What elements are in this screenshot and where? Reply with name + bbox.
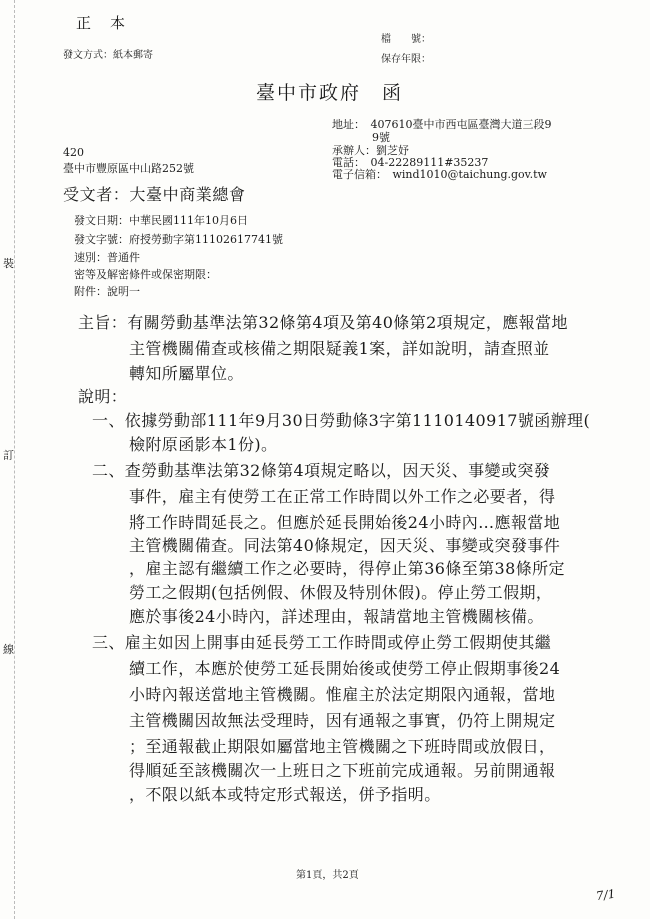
item-3-line-3: 小時內報送當地主管機關。惟雇主於法定期限內通報，當地 <box>129 685 556 704</box>
item-2-line-3: 將工作時間延長之。但應於延長開始後24小時內…應報當地 <box>129 513 561 532</box>
item-3-line-2: 續工作，本應於使勞工延長開始後或使勞工停止假期事後24 <box>129 659 561 678</box>
subject-line-2: 主管機關備查或核備之期限疑義1案，詳如說明，請查照並 <box>129 339 550 358</box>
file-no-label: 檔 號： <box>381 34 431 45</box>
recipient-zip: 420 <box>63 146 84 159</box>
item-2-line-6: 勞工之假期(包括例假、休假及特別休假)。停止勞工假期， <box>129 583 553 602</box>
retention-label: 保存年限： <box>381 54 431 65</box>
item-2-line-7: 應於事後24小時內，詳述理由，報請當地主管機關核備。 <box>129 607 544 626</box>
item-2-line-2: 事件，雇主有使勞工在正常工作時間以外工作之必要者，得 <box>129 487 556 506</box>
recipient-address: 臺中市豐原區中山路252號 <box>63 162 194 175</box>
speed: 速別：普通件 <box>74 251 140 264</box>
item-2-line-4: 主管機關備查。同法第40條規定，因天災、事變或突發事件 <box>129 536 561 555</box>
attachment: 附件：說明一 <box>74 285 140 298</box>
binding-mark-1: 裝 <box>3 257 14 270</box>
send-method: 發文方式：紙本郵寄 <box>63 50 153 61</box>
recipient-label: 受文者：大臺中商業總會 <box>63 185 246 204</box>
binding-mark-3: 線 <box>3 643 14 656</box>
item-3-line-7: ，不限以紙本或特定形式報送，併予指明。 <box>129 785 441 804</box>
item-1-line-2: 檢附原函影本1份)。 <box>129 435 278 454</box>
item-3-line-5: ；至通報截止期限如屬當地主管機關之下班時間或放假日， <box>129 737 556 756</box>
copy-type: 正 本 <box>76 14 128 32</box>
item-2-line-1: 二、查勞動基準法第32條第4項規定略以，因天災、事變或突發 <box>92 461 551 480</box>
issue-date: 發文日期：中華民國111年10月6日 <box>74 214 248 227</box>
sender-address-line1: 地址： 407610臺中市西屯區臺灣大道三段9 <box>332 118 552 131</box>
sender-email: 電子信箱： wind1010@taichung.gov.tw <box>332 168 547 181</box>
document-title: 臺中市政府 函 <box>256 82 404 104</box>
sender-phone: 電話： 04-22289111#35237 <box>332 156 489 169</box>
item-3-line-6: 得順延至該機關次一上班日之下班前完成通報。另前開通報 <box>129 761 556 780</box>
issue-ref: 發文字號：府授勞動字第11102617741號 <box>74 233 283 246</box>
sender-contact: 承辦人：劉芝妤 <box>332 144 409 157</box>
subject-line-1: 主旨：有關勞動基準法第32條第4項及第40條第2項規定，應報當地 <box>78 313 568 332</box>
item-3-line-4: 主管機關因故無法受理時，因有通報之事實，仍符上開規定 <box>129 711 556 730</box>
subject-line-3: 轉知所屬單位。 <box>129 364 244 383</box>
secrecy: 密等及解密條件或保密期限： <box>74 268 217 281</box>
binding-mark-2: 訂 <box>3 449 14 462</box>
item-3-line-1: 三、雇主如因上開事由延長勞工工作時間或停止勞工假期使其繼 <box>92 633 552 652</box>
item-1-line-1: 一、依據勞動部111年9月30日勞動條3字第1110140917號函辦理( <box>92 411 591 430</box>
handwritten-note: 7/1 <box>595 886 617 904</box>
description-label: 說明： <box>78 387 128 406</box>
sender-address-line2: 9號 <box>372 131 390 144</box>
page-number: 第1頁，共2頁 <box>296 870 359 881</box>
item-2-line-5: ，雇主認有繼續工作之必要時，得停止第36條至第38條所定 <box>129 559 565 578</box>
